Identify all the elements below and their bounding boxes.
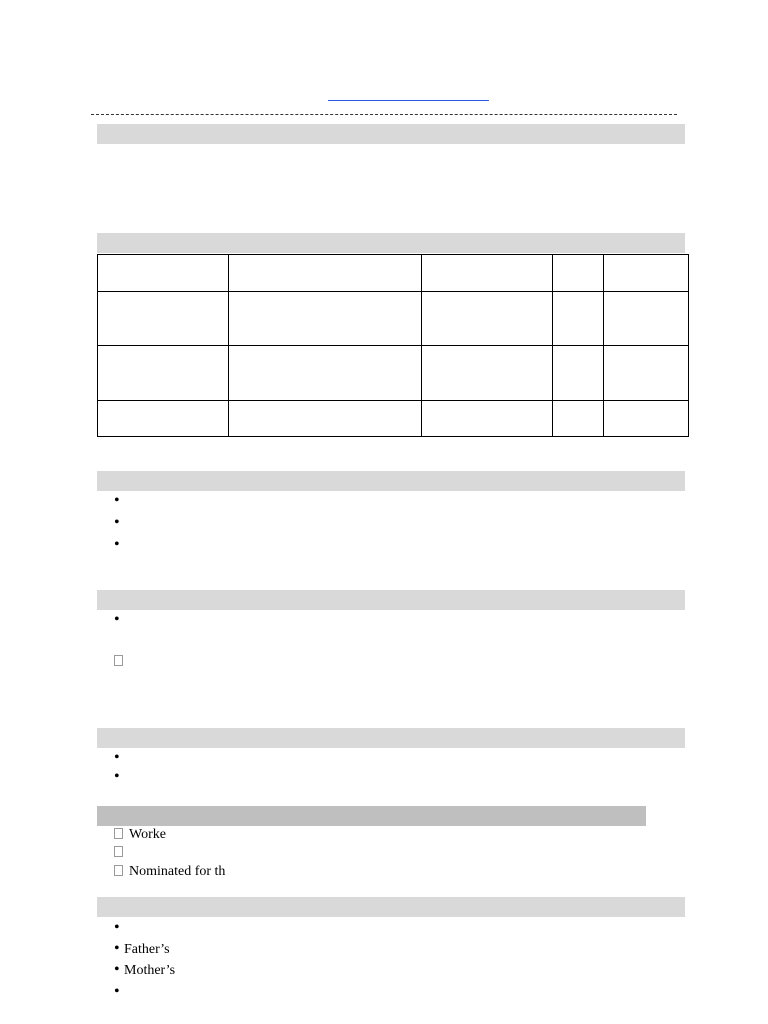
bullet-icon: •	[114, 536, 120, 553]
table-row	[98, 346, 689, 401]
checkbox-icon	[114, 846, 123, 857]
table-cell	[553, 401, 604, 437]
section-header-education	[97, 233, 685, 253]
table-cell	[229, 255, 422, 292]
personal-text: Father’s	[124, 942, 170, 957]
bullet-icon: •	[114, 514, 120, 531]
section-header-experience	[97, 728, 685, 748]
table-row	[98, 292, 689, 346]
list-item	[114, 962, 514, 979]
checkbox-icon	[114, 865, 123, 876]
header-divider	[91, 114, 677, 115]
table-cell	[98, 255, 229, 292]
table-cell	[604, 255, 689, 292]
checkbox-icon	[114, 655, 123, 666]
table-cell	[553, 255, 604, 292]
checkbox-item	[114, 654, 129, 670]
personal-text: Mother’s	[124, 963, 176, 978]
bullet-icon: •	[114, 611, 120, 628]
table-cell	[604, 401, 689, 437]
bullet-icon: •	[114, 919, 120, 936]
award-item	[114, 827, 166, 843]
section-header-skills	[97, 471, 685, 491]
bullet-icon: •	[114, 983, 120, 1000]
bullet-icon: •	[114, 492, 120, 509]
table-row	[98, 255, 689, 292]
list-item	[114, 984, 514, 1001]
table-cell	[229, 292, 422, 346]
award-text: Worke	[129, 827, 166, 842]
list-item	[114, 941, 514, 958]
section-header-personal	[97, 897, 685, 917]
bullet-icon: •	[114, 768, 120, 785]
section-header-achievements	[97, 806, 646, 826]
list-item	[114, 537, 514, 554]
table-cell	[98, 346, 229, 401]
list-item	[114, 920, 514, 937]
table-cell	[229, 346, 422, 401]
section-header-projects	[97, 590, 685, 610]
list-item	[114, 612, 514, 629]
list-item	[114, 769, 514, 786]
education-table	[97, 254, 689, 437]
bullet-icon: •	[114, 940, 120, 957]
bullet-icon: •	[114, 749, 120, 766]
table-cell	[422, 401, 553, 437]
table-row	[98, 401, 689, 437]
table-cell	[98, 292, 229, 346]
table-cell	[553, 292, 604, 346]
award-text: Nominated for th	[129, 864, 226, 879]
table-cell	[604, 346, 689, 401]
table-cell	[229, 401, 422, 437]
list-item	[114, 493, 514, 510]
award-item	[114, 845, 129, 861]
checkbox-icon	[114, 828, 123, 839]
table-cell	[422, 292, 553, 346]
award-item	[114, 864, 225, 880]
list-item	[114, 515, 514, 532]
table-cell	[422, 346, 553, 401]
email-link[interactable]	[328, 100, 489, 101]
bullet-icon: •	[114, 961, 120, 978]
section-header-objective	[97, 124, 685, 144]
table-cell	[422, 255, 553, 292]
table-cell	[604, 292, 689, 346]
table-cell	[553, 346, 604, 401]
list-item	[114, 750, 514, 767]
table-cell	[98, 401, 229, 437]
